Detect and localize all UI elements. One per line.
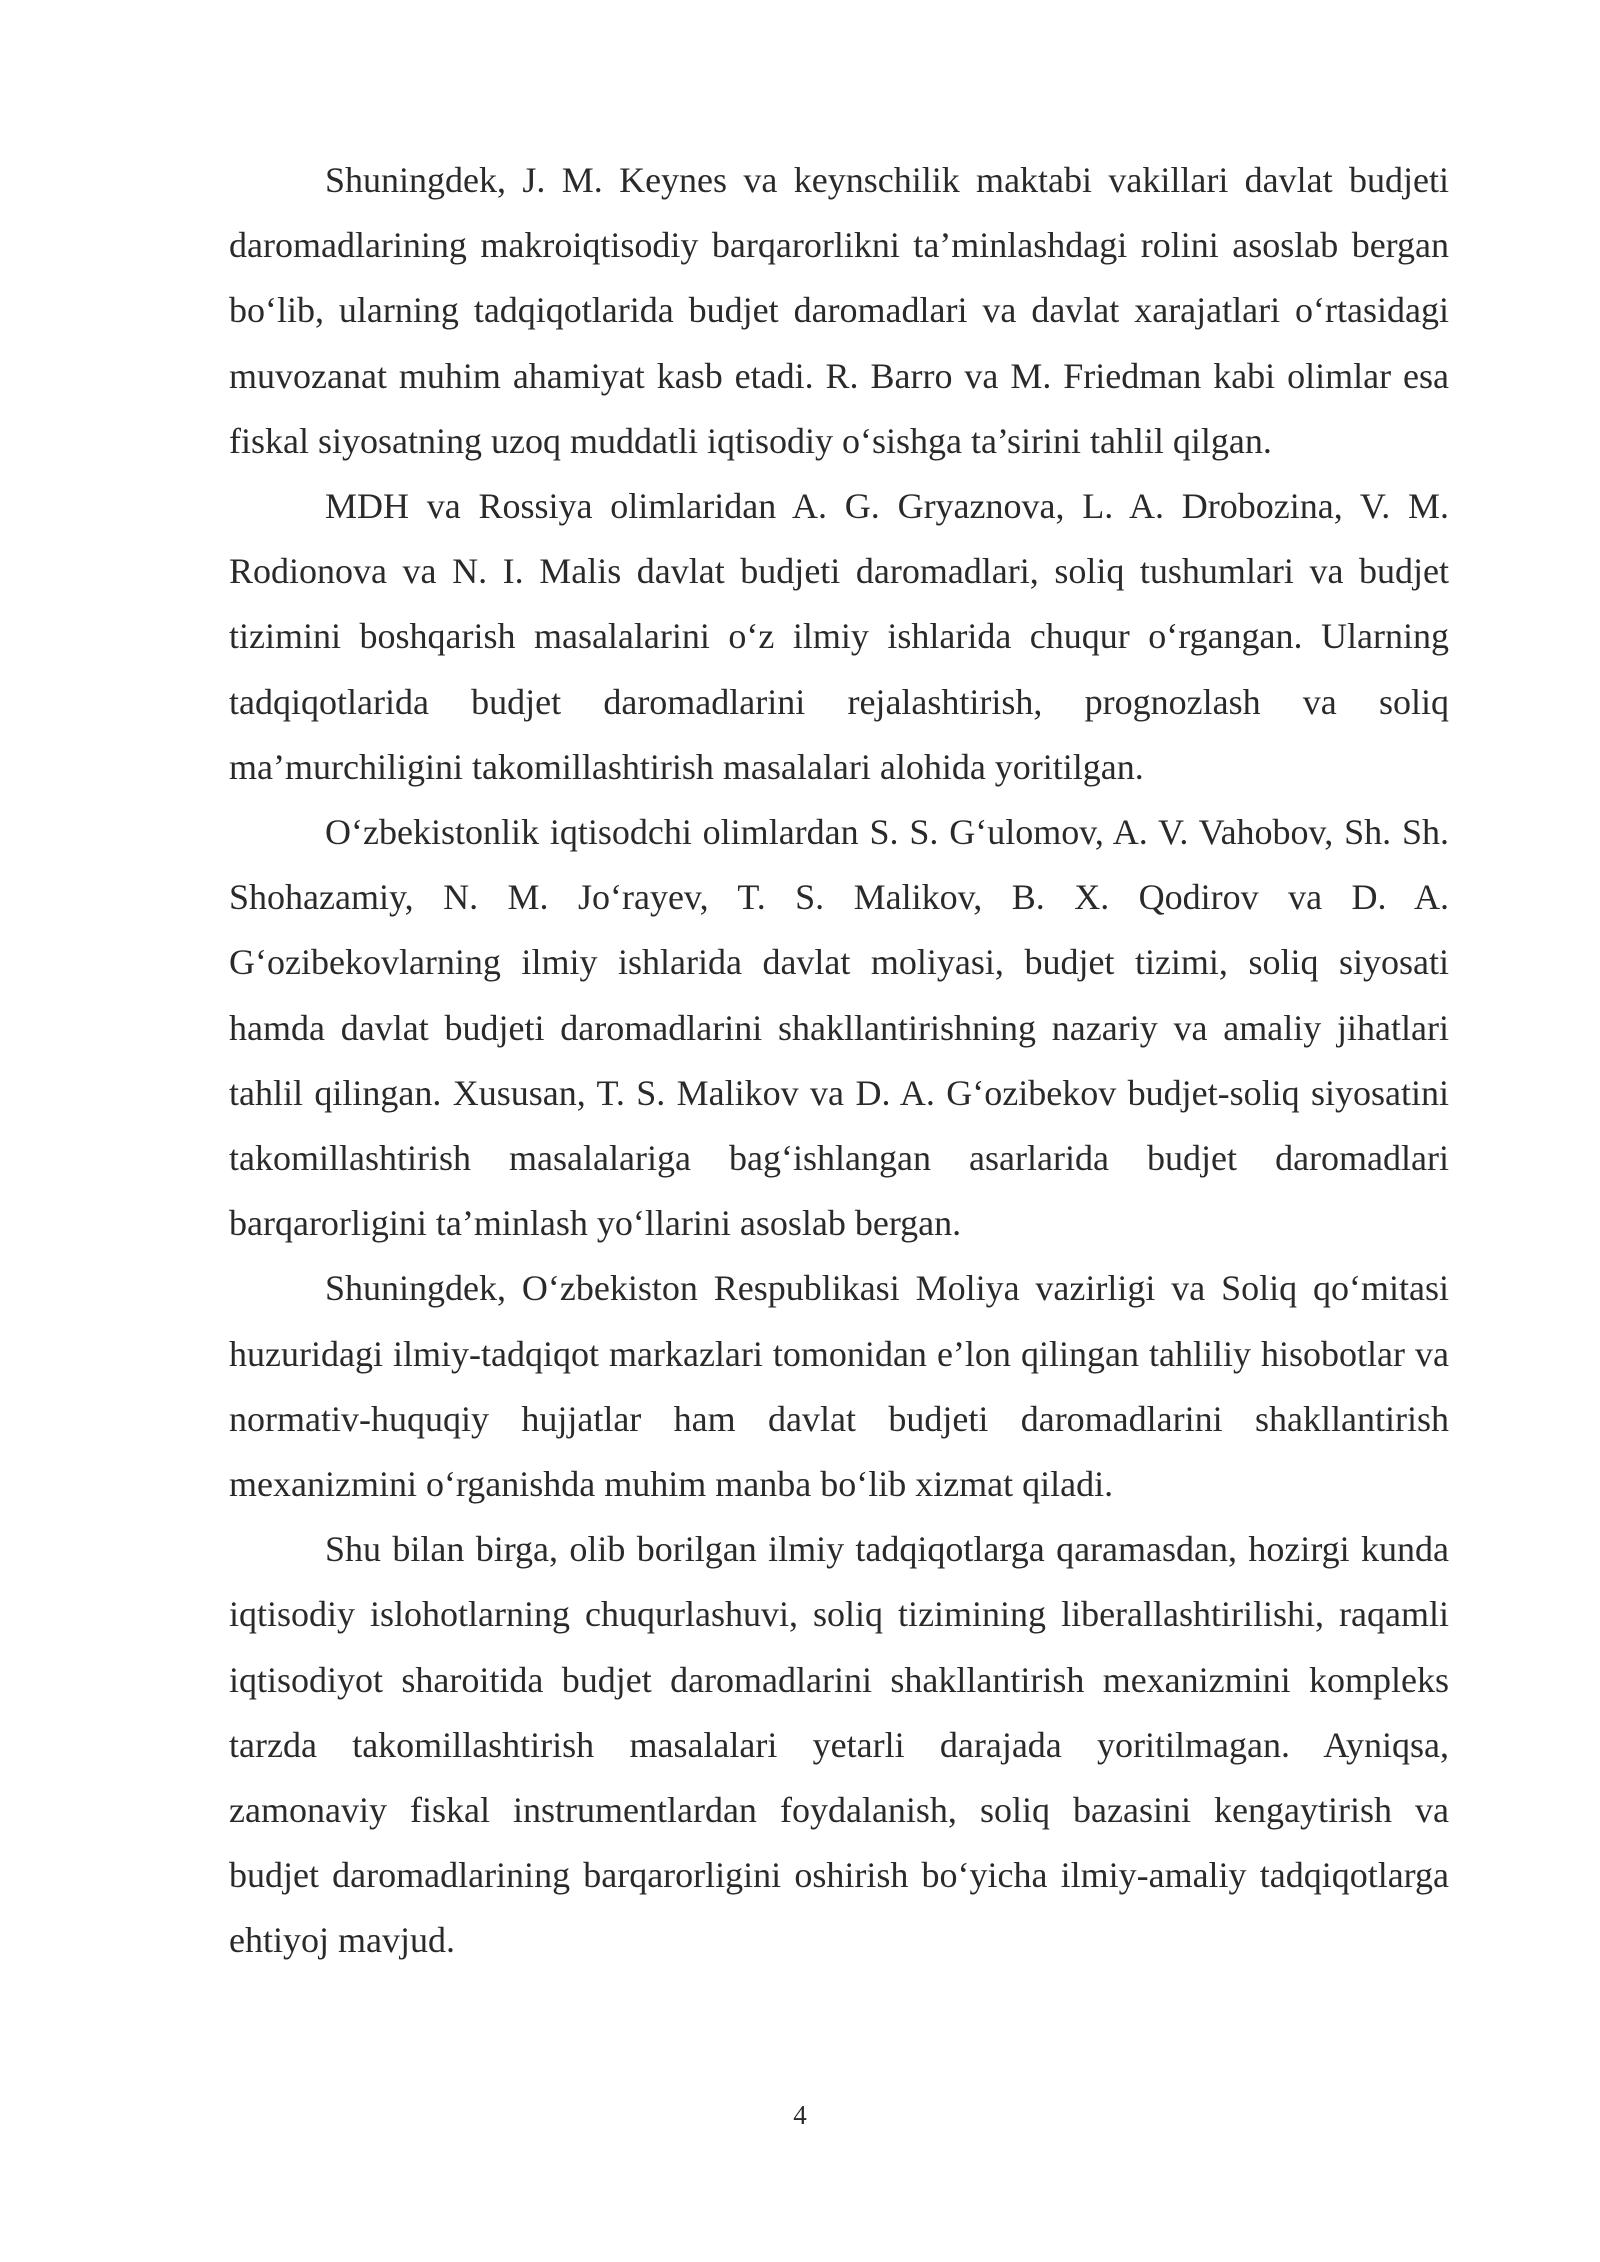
paragraph-3: O‘zbekistonlik iqtisodchi olimlardan S. S. G‘ulomov, A. V. Vahobov, Sh. Sh. Shohazamiy, N. M. Jo‘rayev, T. S. Malikov, B. X. Qodirov va D. A. G‘ozibekovlarning ilmiy ishlarida davlat moliyasi, budjet tizimi, soliq siyosati hamda davlat budjeti daromadlarini shakllantirishning nazariy va amaliy jihatlari tahlil qilingan. Xususan, T. S. Malikov va D. A. G‘ozibekov budjet-soliq siyosatini takomillashtirish masalalariga bag‘ishlangan asarlarida budjet daromadlari barqarorligini ta’minlash yo‘llarini asoslab bergan.	[229, 812, 1449, 1244]
page-number: 4	[793, 2100, 807, 2130]
paragraph-1: Shuningdek, J. M. Keynes va keynschilik maktabi vakillari davlat budjeti daromadlarining makroiqtisodiy barqarorlikni ta’minlashdagi rolini asoslab bergan bo‘lib, ularning tadqiqotlarida budjet daromadlari va davlat xarajatlari o‘rtasidagi muvozanat muhim ahamiyat kasb etadi. R. Barro va M. Friedman kabi olimlar esa fiskal siyosatning uzoq muddatli iqtisodiy o‘sishga ta’sirini tahlil qilgan.	[229, 160, 1449, 461]
body-text	[229, 148, 1449, 1974]
paragraph-4: Shuningdek, O‘zbekiston Respublikasi Moliya vazirligi va Soliq qo‘mitasi huzuridagi ilmiy-tadqiqot markazlari tomonidan e’lon qilingan tahliliy hisobotlar va normativ-huquqiy hujjatlar ham davlat budjeti daromadlarini shakllantirish mexanizmini o‘rganishda muhim manba bo‘lib xizmat qiladi.	[229, 1268, 1449, 1505]
paragraph-5: Shu bilan birga, olib borilgan ilmiy tadqiqotlarga qaramasdan, hozirgi kunda iqtisodiy islohotlarning chuqurlashuvi, soliq tizimining liberallashtirilishi, raqamli iqtisodiyot sharoitida budjet daromadlarini shakllantirish mexanizmini kompleks tarzda takomillashtirish masalalari yetarli darajada yoritilmagan. Ayniqsa, zamonaviy fiskal instrumentlardan foydalanish, soliq bazasini kengaytirish va budjet daromadlarining barqarorligini oshirish bo‘yicha ilmiy-amaliy tadqiqotlarga ehtiyoj mavjud.	[229, 1529, 1449, 1961]
paragraph-2: MDH va Rossiya olimlaridan A. G. Gryaznova, L. A. Drobozina, V. M. Rodionova va N. I. Malis davlat budjeti daromadlari, soliq tushumlari va budjet tizimini boshqarish masalalarini o‘z ilmiy ishlarida chuqur o‘rgangan. Ularning tadqiqotlarida budjet daromadlarini rejalashtirish, prognozlash va soliq ma’murchiligini takomillashtirish masalalari alohida yoritilgan.	[229, 486, 1449, 787]
